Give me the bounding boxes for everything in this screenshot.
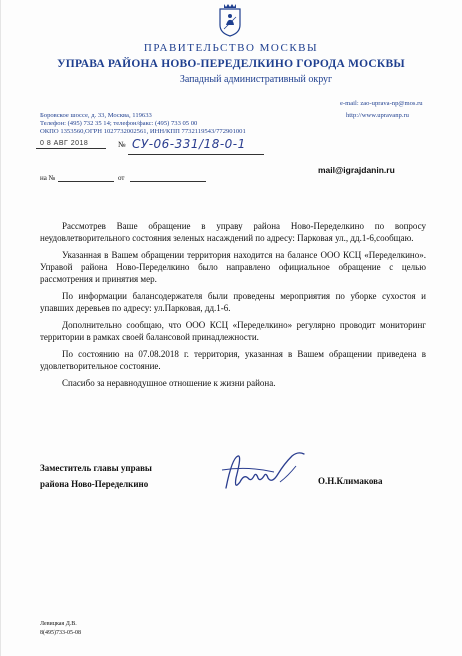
executor-info (40, 620, 81, 638)
reply-to-label: на № (40, 174, 56, 182)
org-email: e-mail: zao-uprava-np@mos.ru (340, 100, 423, 107)
district-name: Западный административный округ (179, 74, 333, 85)
executor-phone: 8(495)733-05-08 (40, 630, 81, 636)
reply-date-line (130, 181, 206, 182)
signatory-title-line1: Заместитель главы управы (40, 463, 152, 473)
org-address: Боровское шоссе, д. 33, Москва, 119633 (40, 112, 152, 119)
organization-name: УПРАВА РАЙОНА НОВО-ПЕРЕДЕЛКИНО ГОРОДА МОСКВЫ (57, 58, 405, 70)
date-underline (36, 148, 106, 149)
date-stamp: 0 8 АВГ 2018 (40, 140, 89, 147)
reply-number-line (58, 181, 114, 182)
org-phones: Телефон: (495) 732 35 14; телефон/факс: (495) 733 05 00 (40, 120, 198, 127)
outgoing-number: СУ-06-331/18-0-1 (132, 137, 246, 151)
signatory-title-line2: района Ново-Переделкино (40, 479, 149, 489)
number-label: № (118, 140, 126, 149)
body-paragraph: Спасибо за неравнодушное отношение к жизни района. (62, 378, 276, 388)
letter-body (40, 220, 426, 394)
reply-date-label: от (118, 174, 125, 182)
page-edge (0, 0, 1, 656)
signatory-name: О.Н.Климакова (318, 476, 383, 486)
body-paragraph: Дополнительно сообщаю, что ООО КСЦ «Переделкино» регулярно проводит мониторинг территории в рамках своей балансовой принадлежности. (40, 320, 426, 342)
signatory-title (40, 460, 240, 492)
recipient-email: mail@igrajdanin.ru (318, 165, 395, 175)
executor-name: Левицкая Д.В. (40, 621, 77, 627)
org-website: http://www.upravanp.ru (346, 112, 409, 119)
body-paragraph: Указанная в Вашем обращении территория находится на балансе ООО КСЦ «Переделкино». Управой района Ново-Переделкино было направлено официальное обращение с целью рассмотрения и принятия мер. (40, 250, 426, 284)
number-underline (128, 154, 264, 155)
body-paragraph: По информации балансодержателя были проведены мероприятия по уборке сухостоя и упавших деревьев по адресу: ул.Парковая, дд.1-6. (40, 291, 426, 313)
moscow-emblem-icon (218, 3, 242, 37)
org-codes: ОКПО 1353560,ОГРН 1027732002561, ИНН/КПП 7732119543/772901001 (40, 128, 246, 135)
body-paragraph: По состоянию на 07.08.2018 г. территория, указанная в Вашем обращении приведена в удовлетворительное состояние. (40, 349, 426, 371)
handwritten-signature (218, 448, 310, 500)
government-name: ПРАВИТЕЛЬСТВО МОСКВЫ (143, 42, 319, 54)
body-paragraph: Рассмотрев Ваше обращение в управу района Ново-Переделкино по вопросу неудовлетворительного состояния зеленых насаждений по адресу: Парковая ул., дд.1-6,сообщаю. (40, 221, 426, 243)
